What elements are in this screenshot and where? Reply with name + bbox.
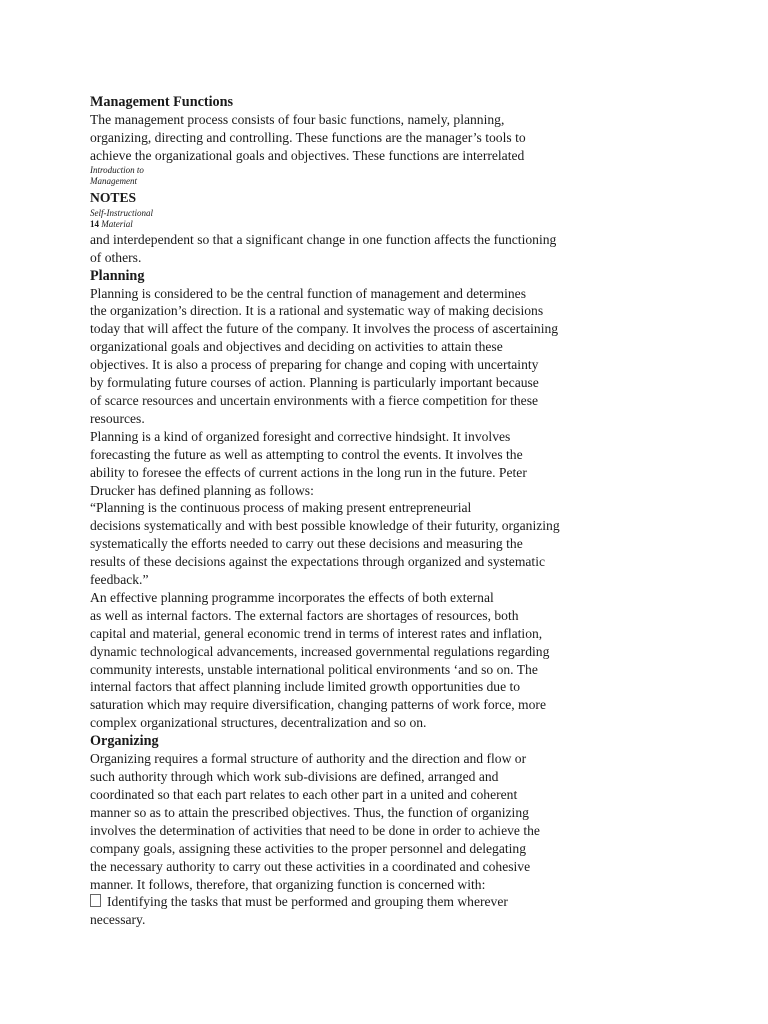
text-line: systematically the efforts needed to carry out these decisions and measuring the [90,536,523,552]
text-line: forecasting the future as well as attempting to control the events. It involves the [90,446,523,462]
margin-self-instructional: Self-Instructional [90,207,153,218]
intro-continuation [90,231,650,267]
text-line: company goals, assigning these activities to the proper personnel and delegating [90,840,527,856]
text-line: and interdependent so that a significant change in one function affects the functioning [90,231,557,247]
text-line: Drucker has defined planning as follows: [90,482,314,498]
text-line: Organizing requires a formal structure of authority and the direction and flow or [90,751,527,767]
text-line: Planning is a kind of organized foresight and corrective hindsight. It involves [90,428,511,444]
text-line: manner so as to attain the prescribed objectives. Thus, the function of organizing [90,804,529,820]
bullet-box-icon [90,894,101,907]
bullet-line [90,893,650,911]
page-number: 14 [90,218,99,229]
planning-quote [90,499,650,589]
document-page [90,93,650,929]
planning-paragraph-1 [90,285,650,428]
text-line: dynamic technological advancements, increased governmental regulations regarding [90,643,550,659]
text-line: objectives. It is also a process of preparing for change and coping with uncertainty [90,357,539,373]
text-line: of others. [90,249,142,265]
bullet-text: Identifying the tasks that must be performed and grouping them wherever [107,894,508,910]
text-line: today that will affect the future of the company. It involves the process of ascertaining [90,321,559,337]
planning-paragraph-3 [90,589,650,732]
text-line: as well as internal factors. The external factors are shortages of resources, both [90,607,519,623]
text-line: necessary. [90,912,146,928]
text-line: Planning is considered to be the central function of management and determines [90,285,526,301]
margin-page-line [90,219,650,229]
planning-paragraph-2 [90,428,650,500]
text-line: saturation which may require diversification, changing patterns of work force, more [90,697,546,713]
margin-notes [90,165,650,229]
margin-material: Material [101,218,133,229]
text-line: feedback.” [90,572,149,588]
text-line: An effective planning programme incorporates the effects of both external [90,589,494,605]
text-line: manner. It follows, therefore, that organizing function is concerned with: [90,876,486,892]
text-line: ability to foresee the effects of current actions in the long run in the future. Peter [90,464,527,480]
text-line: coordinated so that each part relates to each other part in a united and coherent [90,787,518,802]
text-line: “Planning is the continuous process of making present entrepreneurial [90,500,472,516]
organizing-heading: Organizing [90,733,159,750]
text-line: The management process consists of four basic functions, namely, planning, [90,112,505,127]
text-line: capital and material, general economic trend in terms of interest rates and inflation, [90,625,543,641]
text-line: complex organizational structures, decentralization and so on. [90,715,427,731]
organizing-paragraph-1 [90,750,650,893]
organizing-bullet-1 [90,893,650,929]
text-line: involves the determination of activities that need to be done in order to achieve the [90,822,540,838]
text-line: the organization’s direction. It is a rational and systematic way of making decisions [90,303,544,319]
margin-intro-line2: Management [90,175,137,186]
text-line: achieve the organizational goals and objectives. These functions are interrelated [90,147,525,163]
text-line: by formulating future courses of action. Planning is particularly important because [90,375,539,391]
document-title: Management Functions [90,94,234,110]
text-line: organizing, directing and controlling. These functions are the manager’s tools to [90,129,526,145]
text-line: resources. [90,410,145,426]
text-line: decisions systematically and with best possible knowledge of their futurity, organizing [90,518,560,534]
intro-paragraph [90,111,650,165]
text-line: such authority through which work sub-divisions are defined, arranged and [90,769,499,785]
planning-heading: Planning [90,267,145,284]
text-line: internal factors that affect planning include limited growth opportunities due to [90,679,521,695]
text-line: results of these decisions against the expectations through organized and systematic [90,554,546,570]
text-line: organizational goals and objectives and deciding on activities to attain these [90,339,503,355]
text-line: of scarce resources and uncertain environments with a fierce competition for these [90,392,539,408]
text-line: community interests, unstable international political environments ‘and so on. The [90,661,538,677]
margin-intro-line1: Introduction to [90,164,144,175]
text-line: the necessary authority to carry out these activities in a coordinated and cohesive [90,858,531,874]
margin-notes-label: NOTES [90,189,137,205]
